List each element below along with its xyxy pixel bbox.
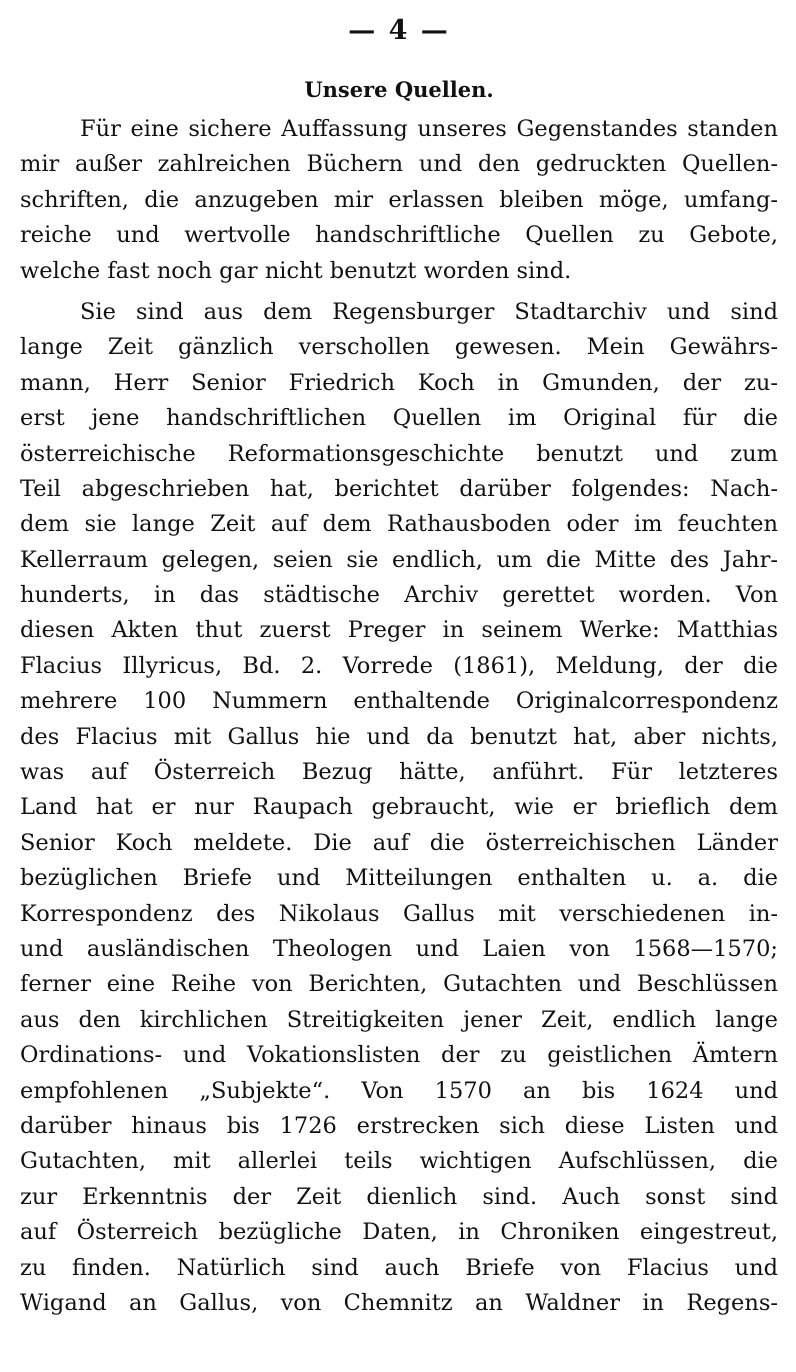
text-line: hunderts, in das städtische Archiv gerettet worden. Von [20, 582, 778, 609]
text-line: bezüglichen Briefe und Mitteilungen enthalten u. a. die [20, 865, 778, 892]
text-line: Flacius Illyricus, Bd. 2. Vorrede (1861), Meldung, der die [20, 652, 778, 679]
text-line: mehrere 100 Nummern enthaltende Originalcorrespondenz [20, 688, 778, 715]
text-line: darüber hinaus bis 1726 erstrecken sich diese Listen und [20, 1112, 778, 1139]
text-line: Gutachten, mit allerlei teils wichtigen Aufschlüssen, die [20, 1148, 778, 1175]
text-line: zur Erkenntnis der Zeit dienlich sind. Auch sonst sind [20, 1183, 778, 1210]
text-line: Teil abgeschrieben hat, berichtet darüber folgendes: Nach- [20, 475, 778, 502]
page-number: — 4 — [348, 15, 450, 46]
text-line: was auf Österreich Bezug hätte, anführt. Für letzteres [20, 759, 778, 786]
text-line: reiche und wertvolle handschriftliche Quellen zu Gebote, [20, 222, 778, 249]
text-line: und ausländischen Theologen und Laien von 1568—1570; [20, 935, 778, 962]
text-line: des Flacius mit Gallus hie und da benutzt hat, aber nichts, [20, 723, 778, 750]
text-line: aus den kirchlichen Streitigkeiten jener Zeit, endlich lange [20, 1006, 778, 1033]
text-line: Land hat er nur Raupach gebraucht, wie er brieflich dem [20, 794, 778, 821]
text-line: schriften, die anzugeben mir erlassen bleiben möge, umfang- [20, 186, 778, 213]
text-line: dem sie lange Zeit auf dem Rathausboden oder im feuchten [20, 511, 778, 538]
text-line: zu finden. Natürlich sind auch Briefe von Flacius und [20, 1254, 778, 1281]
text-line: Ordinations- und Vokationslisten der zu geistlichen Ämtern [20, 1042, 778, 1069]
text-line: Senior Koch meldete. Die auf die österreichischen Länder [20, 829, 778, 856]
text-line: lange Zeit gänzlich verschollen gewesen. Mein Gewährs- [20, 334, 778, 361]
text-line: österreichische Reformationsgeschichte benutzt und zum [20, 440, 778, 467]
text-line: diesen Akten thut zuerst Preger in seinem Werke: Matthias [20, 617, 778, 644]
text-line: auf Österreich bezügliche Daten, in Chroniken eingestreut, [20, 1219, 778, 1246]
text-line: erst jene handschriftlichen Quellen im Original für die [20, 405, 778, 432]
text-line: Für eine sichere Auffassung unseres Gegenstandes standen [80, 116, 778, 142]
text-line: welche fast noch gar nicht benutzt worden sind. [20, 257, 572, 284]
text-line: mann, Herr Senior Friedrich Koch in Gmunden, der zu- [20, 369, 778, 396]
paragraph-2 [20, 295, 778, 1321]
text-line: ferner eine Reihe von Berichten, Gutachten und Beschlüssen [20, 971, 778, 998]
text-line: Sie sind aus dem Regensburger Stadtarchiv und sind [80, 298, 778, 325]
text-line: mir außer zahlreichen Büchern und den gedruckten Quellen- [20, 151, 778, 178]
text-line: Wigand an Gallus, von Chemnitz an Waldner in Regens- [20, 1289, 778, 1316]
section-heading: Unsere Quellen. [304, 77, 494, 102]
text-line: Kellerraum gelegen, seien sie endlich, um die Mitte des Jahr- [20, 546, 778, 573]
text-line: Korrespondenz des Nikolaus Gallus mit verschiedenen in- [20, 900, 778, 927]
paragraph-1 [20, 112, 778, 289]
text-line: empfohlenen „Subjekte“. Von 1570 an bis 1624 und [20, 1077, 778, 1104]
